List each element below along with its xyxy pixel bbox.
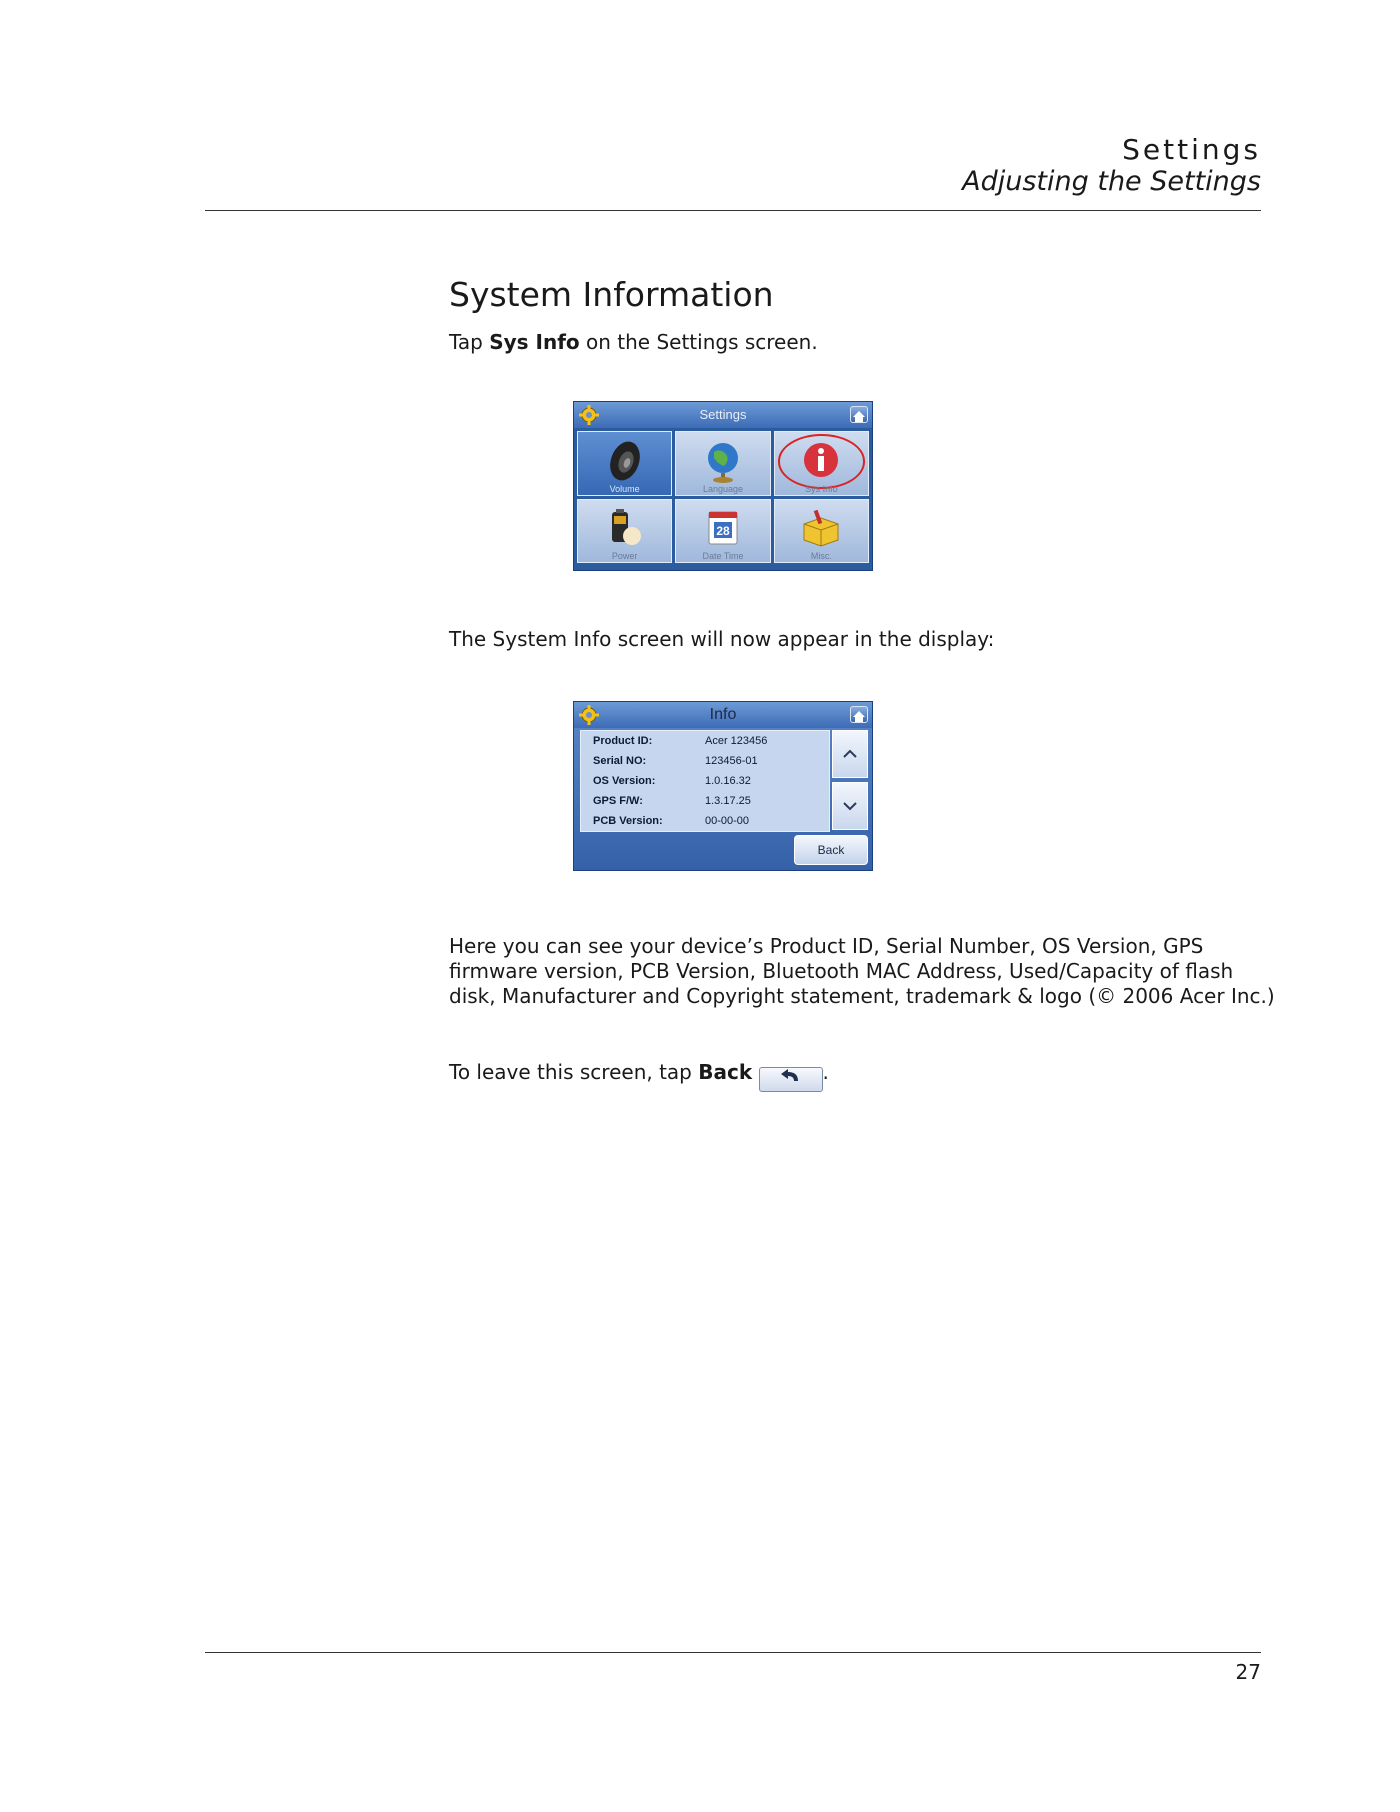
highlight-circle <box>778 434 865 489</box>
footer-rule <box>205 1652 1261 1653</box>
tile-power[interactable] <box>577 499 672 564</box>
info-value: 123456-01 <box>705 755 758 767</box>
calendar-icon <box>700 506 746 552</box>
info-key: Product ID: <box>593 735 653 747</box>
appear-paragraph: The System Info screen will now appear in the display: <box>449 627 995 651</box>
info-titlebar <box>574 702 872 728</box>
info-value: 1.0.16.32 <box>705 775 751 787</box>
leave-text-pre: To leave this screen, tap <box>449 1060 699 1084</box>
intro-text-post: on the Settings screen. <box>579 330 818 354</box>
chevron-down-icon <box>843 801 857 811</box>
info-key: PCB Version: <box>593 815 663 827</box>
scroll-up-button[interactable] <box>832 730 868 778</box>
settings-titlebar <box>574 402 872 428</box>
battery-icon <box>602 506 648 552</box>
info-row <box>581 811 829 831</box>
settings-title: Settings <box>699 407 747 422</box>
tile-volume[interactable] <box>577 431 672 496</box>
info-list <box>580 730 830 832</box>
home-icon[interactable] <box>850 406 868 423</box>
gear-icon[interactable] <box>579 405 599 425</box>
description-paragraph: Here you can see your device’s Product ID, Serial Number, OS Version, GPS firmware version, PCB Version, Bluetooth MAC Address, Used/Capacity of flash disk, Manufacturer and Copyright statement, trademark & logo (© 2006 Acer Inc.) <box>449 934 1275 1008</box>
running-header <box>962 134 1261 198</box>
info-title: Info <box>709 706 737 723</box>
section-heading: System Information <box>449 275 774 314</box>
back-arrow-icon <box>759 1067 823 1092</box>
leave-text-post: . <box>822 1060 829 1084</box>
tile-date-time[interactable] <box>675 499 770 564</box>
info-row <box>581 771 829 791</box>
tile-language[interactable] <box>675 431 770 496</box>
box-icon <box>798 506 844 552</box>
header-rule <box>205 210 1261 211</box>
back-button[interactable]: Back <box>794 835 868 865</box>
info-key: GPS F/W: <box>593 795 643 807</box>
info-row <box>581 751 829 771</box>
tile-label: Power <box>611 551 638 561</box>
info-value: 1.3.17.25 <box>705 795 751 807</box>
info-screen <box>573 701 873 871</box>
intro-paragraph <box>449 330 1279 355</box>
globe-icon <box>700 438 746 484</box>
speaker-icon <box>602 438 648 484</box>
info-row <box>581 731 829 751</box>
gear-icon[interactable] <box>579 705 599 725</box>
info-value: 00-00-00 <box>705 815 750 827</box>
tile-label: Date Time <box>702 551 744 561</box>
tile-sys-info[interactable] <box>774 431 869 496</box>
info-key: OS Version: <box>593 775 656 787</box>
tile-label: Language <box>702 483 744 494</box>
tile-misc[interactable] <box>774 499 869 564</box>
leave-text-bold: Back <box>698 1060 753 1084</box>
calendar-date: 28 <box>716 523 730 538</box>
info-row <box>581 791 829 811</box>
home-icon[interactable] <box>850 706 868 723</box>
settings-screen <box>573 401 873 571</box>
tile-label: Misc. <box>810 551 832 561</box>
header-section: Settings <box>1122 133 1261 166</box>
chevron-up-icon <box>843 749 857 759</box>
leave-paragraph <box>449 1060 1279 1092</box>
intro-text-bold: Sys Info <box>489 330 580 354</box>
page-number: 27 <box>1235 1660 1261 1684</box>
settings-grid <box>574 428 872 566</box>
scroll-down-button[interactable] <box>832 782 868 830</box>
info-key: Serial NO: <box>593 755 647 767</box>
tile-label: Volume <box>609 483 640 494</box>
tile-label: Sys Info <box>805 483 838 494</box>
header-subsection: Adjusting the Settings <box>962 166 1261 197</box>
intro-text-pre: Tap <box>449 330 490 354</box>
info-value: Acer 123456 <box>705 735 768 747</box>
